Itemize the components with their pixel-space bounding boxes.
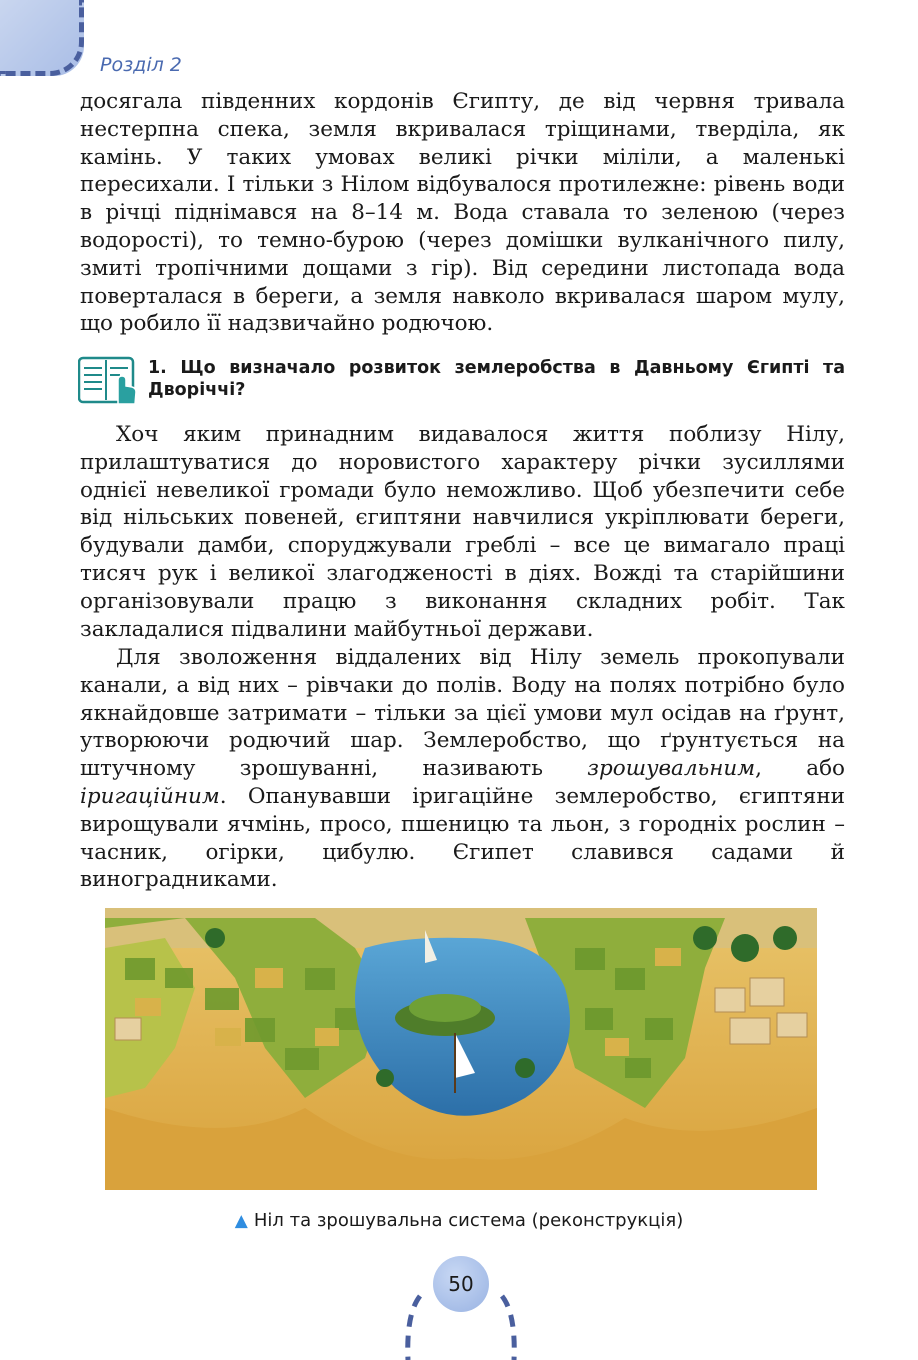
paragraph-3 — [80, 644, 845, 894]
section-label: Розділ 2 — [100, 54, 182, 76]
page-number-ornament — [400, 1256, 522, 1360]
paragraph-2: Хоч яким принадним видавалося життя поблизу Нілу, прилаштуватися до норовистого характеру річки зусиллями однієї невеликої громади було неможливо. Щоб убезпечити себе від нільських повеней, єгиптяни навчилися укріплювати береги, будували дамби, споруджували греблі – все це вимагало праці тисяч рук і великої злагодженості в діях. Вожді та старійшини організовували працю з виконання складних робіт. Так закладалися підвалини майбутньої держави. — [80, 422, 845, 642]
paragraph-3-part-a: Для зволоження віддалених від Нілу земель прокопували канали, а від них – рівчаки до полів. Воду на полях потрібно було якнайдовше затримати – тільки за цієї умови мул осідав на ґрунт, утворюючи родючий шар. Землеробство, що ґрунтується на штучному зрошуванні, називають — [80, 645, 845, 782]
book-hand-icon — [78, 354, 138, 406]
figure-caption — [0, 1210, 918, 1231]
paragraph-1: досягала південних кордонів Єгипту, де від червня тривала нестерпна спека, земля вкривалася тріщинами, тверділа, як камінь. У таких умовах великі річки міліли, а маленькі пересихали. І тільки з Нілом відбувалося протилежне: рівень води в річці піднімався на 8–14 м. Вода ставала то зеленою (через водорості), то темно-бурою (через домішки вулканічного пилу, змиті тропічними дощами з гір). Від середини листопада вода поверталася в береги, а земля навколо вкривалася шаром мулу, що робило її надзвичайно родючою. — [80, 89, 845, 337]
triangle-marker-icon: ▲ — [234, 1211, 248, 1231]
paragraph-3-part-c: . Опанувавши іригаційне землеробство, єгиптяни вирощували ячмінь, просо, пшеницю та льон, з городніх рослин – часник, огірки, цибулю. Єгипет славився садами й виноградниками. — [80, 783, 845, 893]
paragraph-3-part-b: , або — [755, 756, 845, 782]
term-irrigational: зрошувальним — [587, 756, 756, 782]
question-heading: 1. Що визначало розвиток землеробства в Давньому Єгипті та Дворіччі? — [148, 358, 845, 400]
corner-dash-border — [0, 0, 84, 76]
nile-irrigation-illustration — [105, 908, 817, 1190]
page-number: 50 — [433, 1256, 489, 1312]
figure-caption-text: Ніл та зрошувальна система (реконструкція) — [253, 1210, 684, 1231]
term-irrigation: іригаційним — [80, 783, 220, 809]
